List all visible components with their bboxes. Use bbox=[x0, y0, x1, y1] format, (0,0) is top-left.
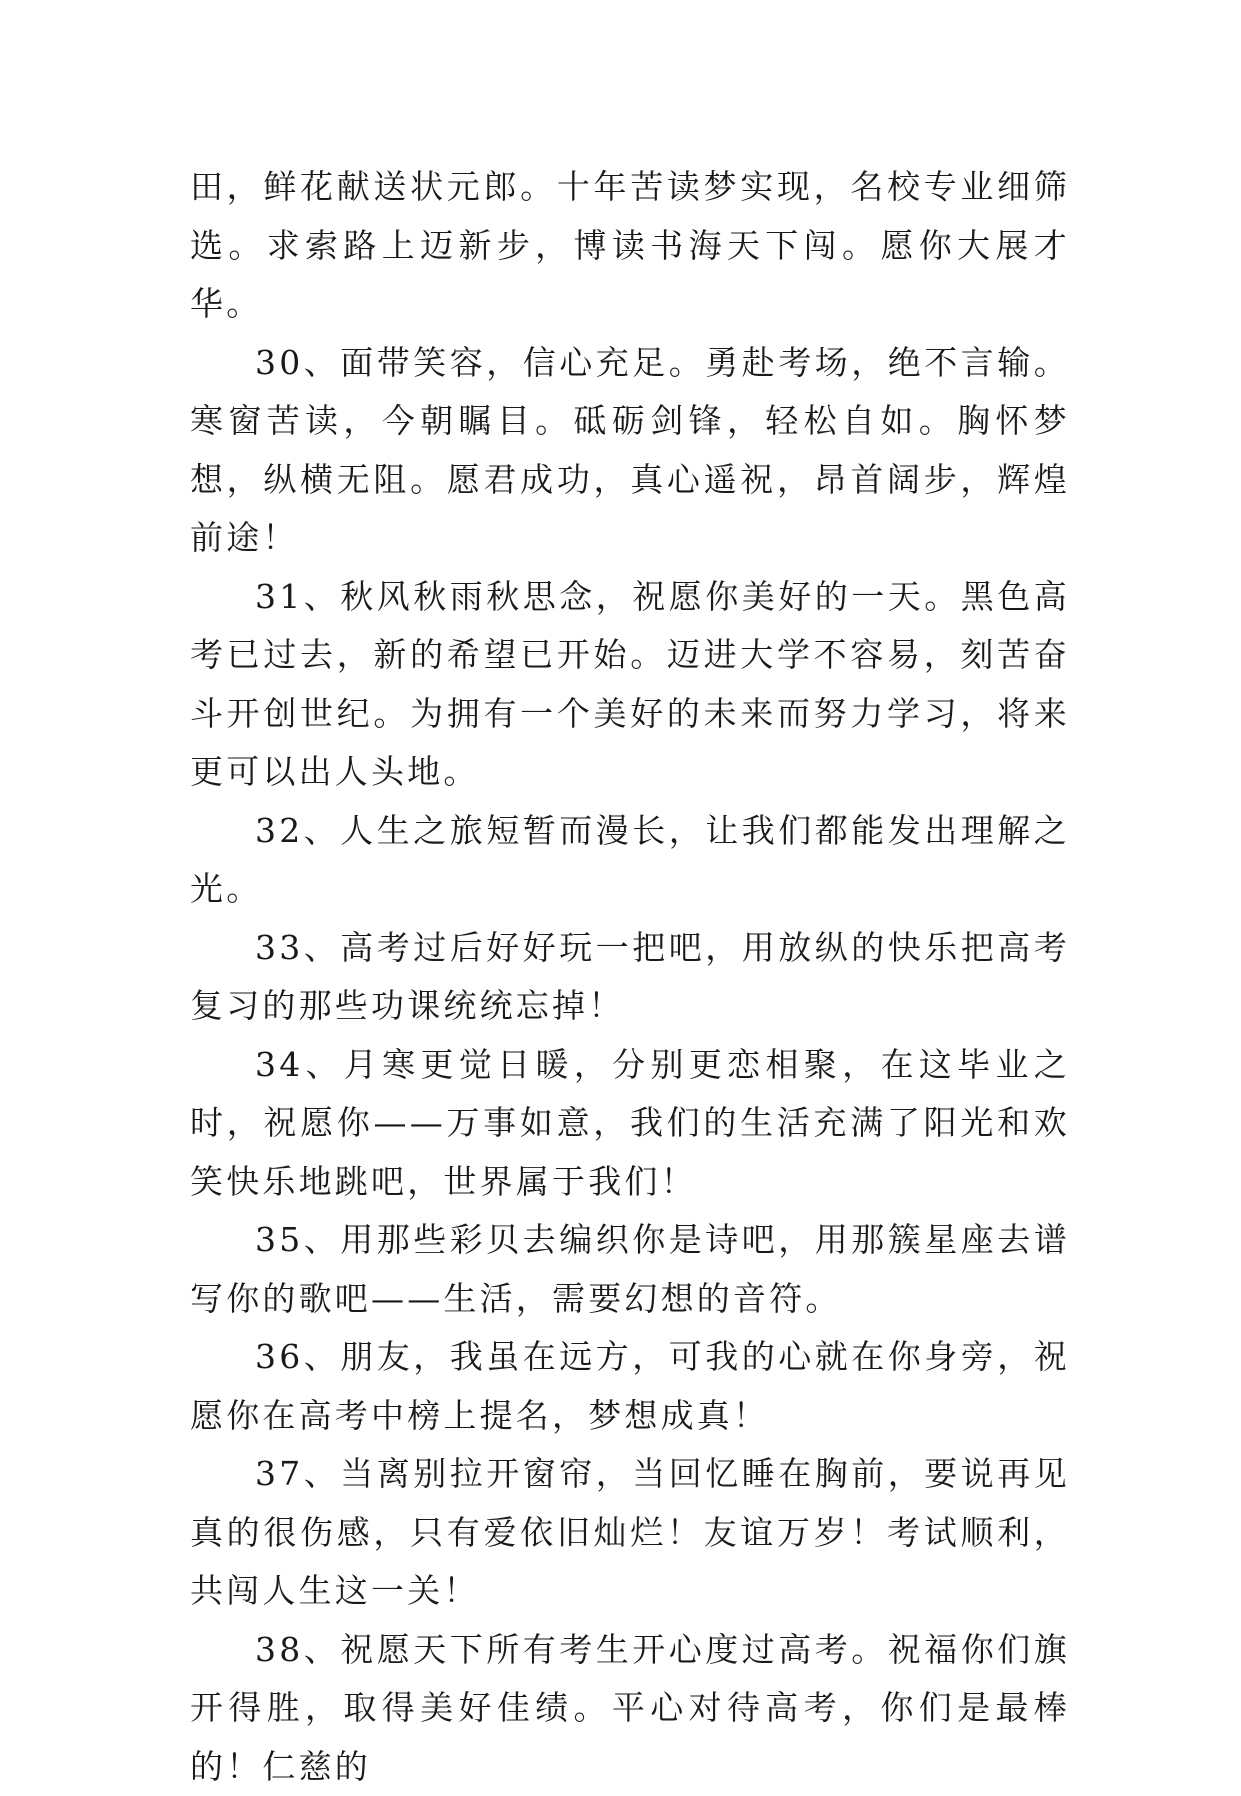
paragraph-34: 34、月寒更觉日暖，分别更恋相聚，在这毕业之时，祝愿你——万事如意，我们的生活充满了阳光和欢笑快乐地跳吧，世界属于我们！ bbox=[190, 1036, 1070, 1212]
paragraph-33: 33、高考过后好好玩一把吧，用放纵的快乐把高考复习的那些功课统统忘掉！ bbox=[190, 919, 1070, 1036]
paragraph-29-continuation: 田，鲜花献送状元郎。十年苦读梦实现，名校专业细筛选。求索路上迈新步，博读书海天下闯。愿你大展才华。 bbox=[190, 158, 1070, 334]
paragraph-38: 38、祝愿天下所有考生开心度过高考。祝福你们旗开得胜，取得美好佳绩。平心对待高考，你们是最棒的！仁慈的 bbox=[190, 1621, 1070, 1796]
paragraph-30: 30、面带笑容，信心充足。勇赴考场，绝不言输。寒窗苦读，今朝瞩目。砥砺剑锋，轻松自如。胸怀梦想，纵横无阻。愿君成功，真心遥祝，昂首阔步，辉煌前途！ bbox=[190, 334, 1070, 568]
paragraph-37: 37、当离别拉开窗帘，当回忆睡在胸前，要说再见真的很伤感，只有爱依旧灿烂！友谊万岁！考试顺利，共闯人生这一关！ bbox=[190, 1445, 1070, 1621]
document-body bbox=[190, 158, 1070, 1796]
paragraph-32: 32、人生之旅短暂而漫长，让我们都能发出理解之光。 bbox=[190, 802, 1070, 919]
paragraph-36: 36、朋友，我虽在远方，可我的心就在你身旁，祝愿你在高考中榜上提名，梦想成真！ bbox=[190, 1328, 1070, 1445]
paragraph-35: 35、用那些彩贝去编织你是诗吧，用那簇星座去谱写你的歌吧——生活，需要幻想的音符。 bbox=[190, 1211, 1070, 1328]
paragraph-31: 31、秋风秋雨秋思念，祝愿你美好的一天。黑色高考已过去，新的希望已开始。迈进大学不容易，刻苦奋斗开创世纪。为拥有一个美好的未来而努力学习，将来更可以出人头地。 bbox=[190, 568, 1070, 802]
